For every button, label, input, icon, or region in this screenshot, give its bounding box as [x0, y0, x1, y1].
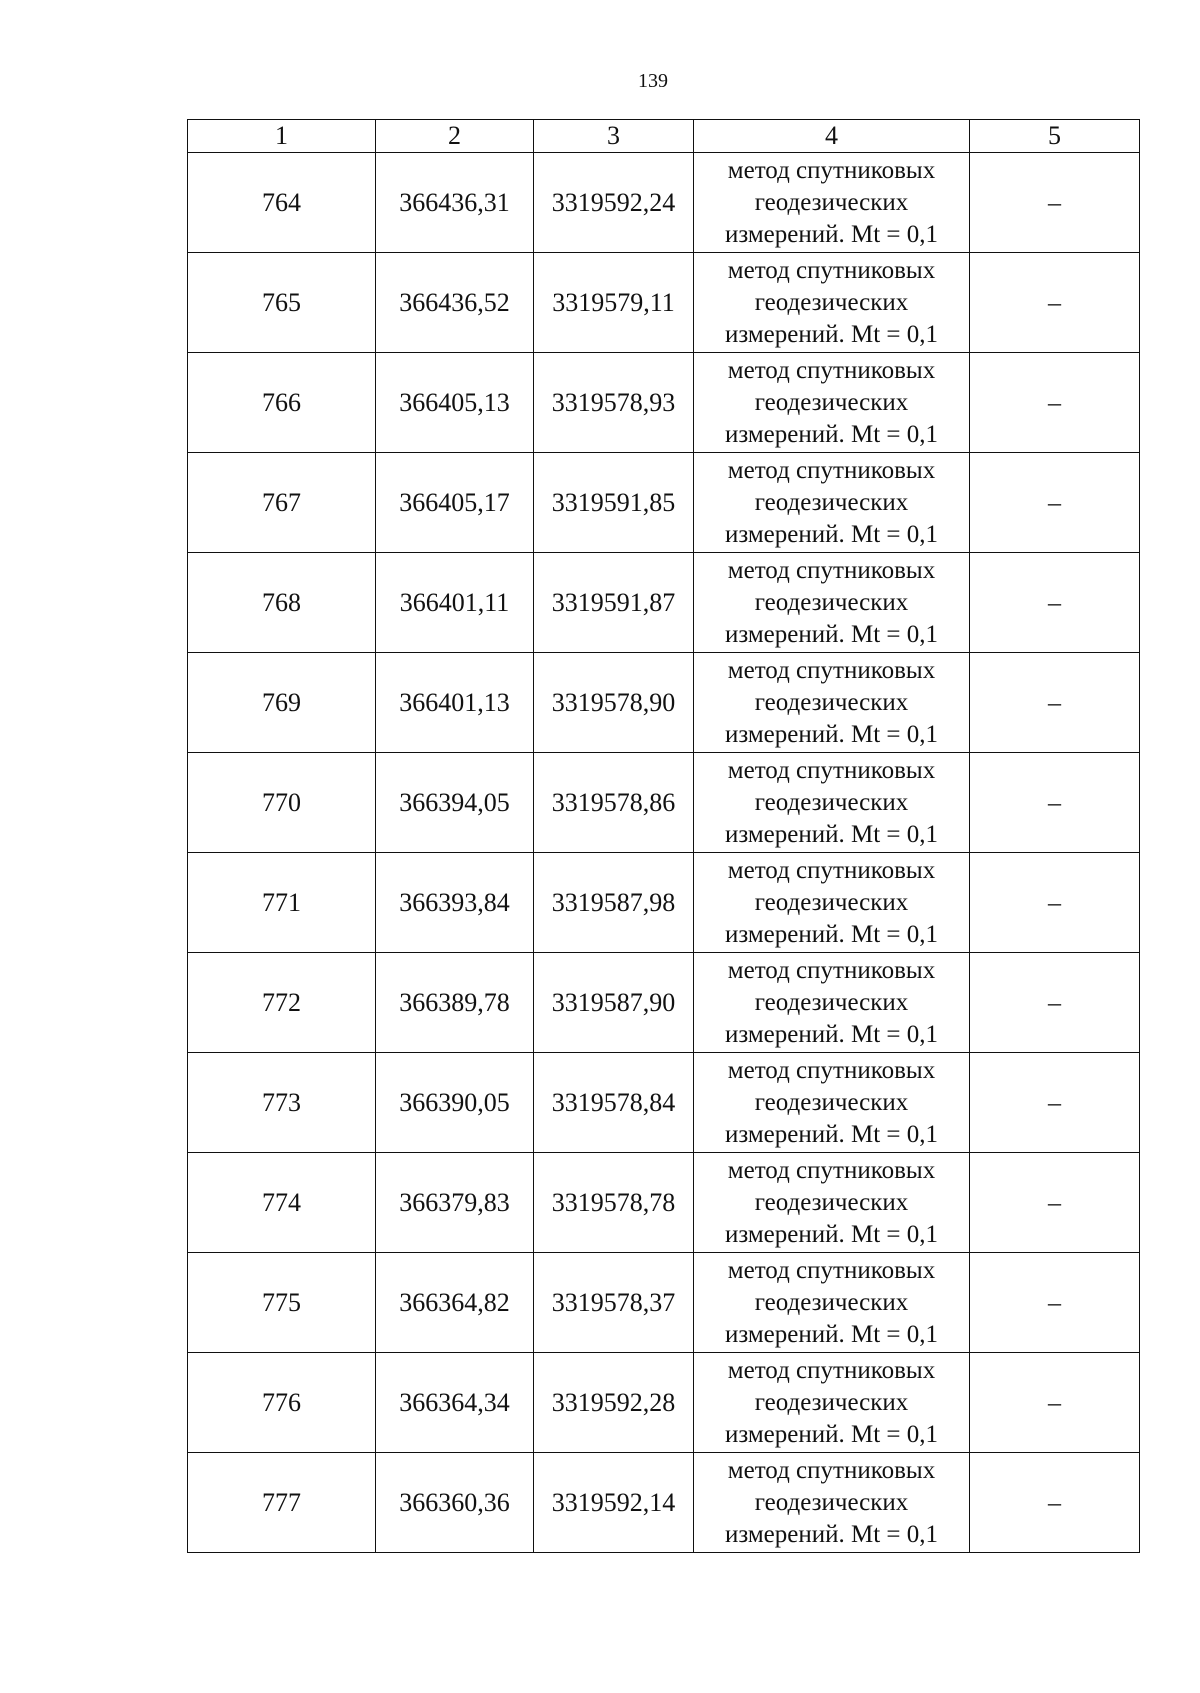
y-coordinate-cell: 3319587,90	[534, 953, 694, 1053]
method-line: измерений. Mt = 0,1	[724, 1320, 939, 1348]
x-coordinate-cell: 366390,05	[376, 1053, 534, 1153]
method-line: измерений. Mt = 0,1	[724, 220, 939, 248]
x-coordinate-cell: 366379,83	[376, 1153, 534, 1253]
empty-mark-cell: –	[970, 253, 1140, 353]
method-line: геодезических	[754, 1488, 909, 1516]
method-line: измерений. Mt = 0,1	[724, 820, 939, 848]
method-line: измерений. Mt = 0,1	[724, 1520, 939, 1548]
x-coordinate-cell: 366393,84	[376, 853, 534, 953]
method-line: геодезических	[754, 788, 909, 816]
column-header-1: 1	[188, 120, 376, 153]
method-cell	[694, 953, 970, 1053]
empty-mark-cell: –	[970, 853, 1140, 953]
x-coordinate-cell: 366405,13	[376, 353, 534, 453]
y-coordinate-cell: 3319592,28	[534, 1353, 694, 1453]
y-coordinate-cell: 3319592,24	[534, 153, 694, 253]
method-cell	[694, 1253, 970, 1353]
empty-mark-cell: –	[970, 953, 1140, 1053]
method-line: метод спутниковых	[727, 256, 936, 284]
x-coordinate-cell: 366401,11	[376, 553, 534, 653]
method-line: измерений. Mt = 0,1	[724, 320, 939, 348]
point-number-cell: 774	[188, 1153, 376, 1253]
x-coordinate-cell: 366394,05	[376, 753, 534, 853]
table-row	[188, 1453, 1140, 1553]
point-number-cell: 765	[188, 253, 376, 353]
empty-mark-cell: –	[970, 453, 1140, 553]
method-cell	[694, 753, 970, 853]
column-header-5: 5	[970, 120, 1140, 153]
table-row	[188, 453, 1140, 553]
method-line: измерений. Mt = 0,1	[724, 620, 939, 648]
point-number-cell: 770	[188, 753, 376, 853]
method-line: метод спутниковых	[727, 1256, 936, 1284]
empty-mark-cell: –	[970, 553, 1140, 653]
method-line: измерений. Mt = 0,1	[724, 420, 939, 448]
y-coordinate-cell: 3319591,87	[534, 553, 694, 653]
table-row	[188, 153, 1140, 253]
method-line: метод спутниковых	[727, 756, 936, 784]
column-header-4: 4	[694, 120, 970, 153]
method-cell	[694, 253, 970, 353]
y-coordinate-cell: 3319579,11	[534, 253, 694, 353]
y-coordinate-cell: 3319578,84	[534, 1053, 694, 1153]
table-row	[188, 1253, 1140, 1353]
coordinates-table-container	[187, 119, 1139, 1553]
method-line: геодезических	[754, 1188, 909, 1216]
point-number-cell: 775	[188, 1253, 376, 1353]
x-coordinate-cell: 366364,82	[376, 1253, 534, 1353]
point-number-cell: 773	[188, 1053, 376, 1153]
table-row	[188, 553, 1140, 653]
empty-mark-cell: –	[970, 1053, 1140, 1153]
column-header-3: 3	[534, 120, 694, 153]
empty-mark-cell: –	[970, 753, 1140, 853]
y-coordinate-cell: 3319587,98	[534, 853, 694, 953]
table-row	[188, 953, 1140, 1053]
point-number-cell: 767	[188, 453, 376, 553]
empty-mark-cell: –	[970, 353, 1140, 453]
point-number-cell: 776	[188, 1353, 376, 1453]
method-cell	[694, 853, 970, 953]
point-number-cell: 771	[188, 853, 376, 953]
method-cell	[694, 1153, 970, 1253]
method-line: геодезических	[754, 1288, 909, 1316]
table-row	[188, 1353, 1140, 1453]
x-coordinate-cell: 366436,52	[376, 253, 534, 353]
table-row	[188, 353, 1140, 453]
method-line: метод спутниковых	[727, 456, 936, 484]
method-line: метод спутниковых	[727, 356, 936, 384]
method-line: метод спутниковых	[727, 956, 936, 984]
table-body	[188, 153, 1140, 1553]
method-line: измерений. Mt = 0,1	[724, 920, 939, 948]
method-line: геодезических	[754, 1388, 909, 1416]
empty-mark-cell: –	[970, 653, 1140, 753]
y-coordinate-cell: 3319578,37	[534, 1253, 694, 1353]
method-cell	[694, 153, 970, 253]
method-line: измерений. Mt = 0,1	[724, 1020, 939, 1048]
y-coordinate-cell: 3319578,93	[534, 353, 694, 453]
page-number: 139	[638, 70, 668, 92]
table-row	[188, 853, 1140, 953]
empty-mark-cell: –	[970, 1353, 1140, 1453]
table-row	[188, 1153, 1140, 1253]
table-header-row	[188, 120, 1140, 153]
table-row	[188, 753, 1140, 853]
method-line: метод спутниковых	[727, 156, 936, 184]
method-line: измерений. Mt = 0,1	[724, 1220, 939, 1248]
method-line: измерений. Mt = 0,1	[724, 720, 939, 748]
x-coordinate-cell: 366360,36	[376, 1453, 534, 1553]
method-line: геодезических	[754, 988, 909, 1016]
method-line: геодезических	[754, 188, 909, 216]
table-row	[188, 1053, 1140, 1153]
empty-mark-cell: –	[970, 1453, 1140, 1553]
y-coordinate-cell: 3319591,85	[534, 453, 694, 553]
point-number-cell: 768	[188, 553, 376, 653]
method-line: метод спутниковых	[727, 1456, 936, 1484]
y-coordinate-cell: 3319592,14	[534, 1453, 694, 1553]
method-line: измерений. Mt = 0,1	[724, 1120, 939, 1148]
y-coordinate-cell: 3319578,86	[534, 753, 694, 853]
method-line: метод спутниковых	[727, 1156, 936, 1184]
method-cell	[694, 453, 970, 553]
method-line: геодезических	[754, 588, 909, 616]
x-coordinate-cell: 366364,34	[376, 1353, 534, 1453]
x-coordinate-cell: 366401,13	[376, 653, 534, 753]
method-line: измерений. Mt = 0,1	[724, 1420, 939, 1448]
empty-mark-cell: –	[970, 1253, 1140, 1353]
y-coordinate-cell: 3319578,90	[534, 653, 694, 753]
method-cell	[694, 1353, 970, 1453]
point-number-cell: 777	[188, 1453, 376, 1553]
column-header-2: 2	[376, 120, 534, 153]
coordinates-table	[187, 119, 1140, 1553]
point-number-cell: 766	[188, 353, 376, 453]
method-cell	[694, 1453, 970, 1553]
method-line: метод спутниковых	[727, 1056, 936, 1084]
method-cell	[694, 553, 970, 653]
y-coordinate-cell: 3319578,78	[534, 1153, 694, 1253]
point-number-cell: 764	[188, 153, 376, 253]
empty-mark-cell: –	[970, 1153, 1140, 1253]
method-line: геодезических	[754, 388, 909, 416]
method-cell	[694, 353, 970, 453]
method-line: геодезических	[754, 888, 909, 916]
method-line: геодезических	[754, 288, 909, 316]
method-line: геодезических	[754, 488, 909, 516]
point-number-cell: 769	[188, 653, 376, 753]
table-row	[188, 253, 1140, 353]
table-row	[188, 653, 1140, 753]
x-coordinate-cell: 366405,17	[376, 453, 534, 553]
method-line: измерений. Mt = 0,1	[724, 520, 939, 548]
x-coordinate-cell: 366436,31	[376, 153, 534, 253]
method-line: метод спутниковых	[727, 1356, 936, 1384]
method-line: метод спутниковых	[727, 656, 936, 684]
method-line: геодезических	[754, 1088, 909, 1116]
point-number-cell: 772	[188, 953, 376, 1053]
method-line: метод спутниковых	[727, 856, 936, 884]
x-coordinate-cell: 366389,78	[376, 953, 534, 1053]
method-line: геодезических	[754, 688, 909, 716]
method-line: метод спутниковых	[727, 556, 936, 584]
method-cell	[694, 653, 970, 753]
empty-mark-cell: –	[970, 153, 1140, 253]
method-cell	[694, 1053, 970, 1153]
